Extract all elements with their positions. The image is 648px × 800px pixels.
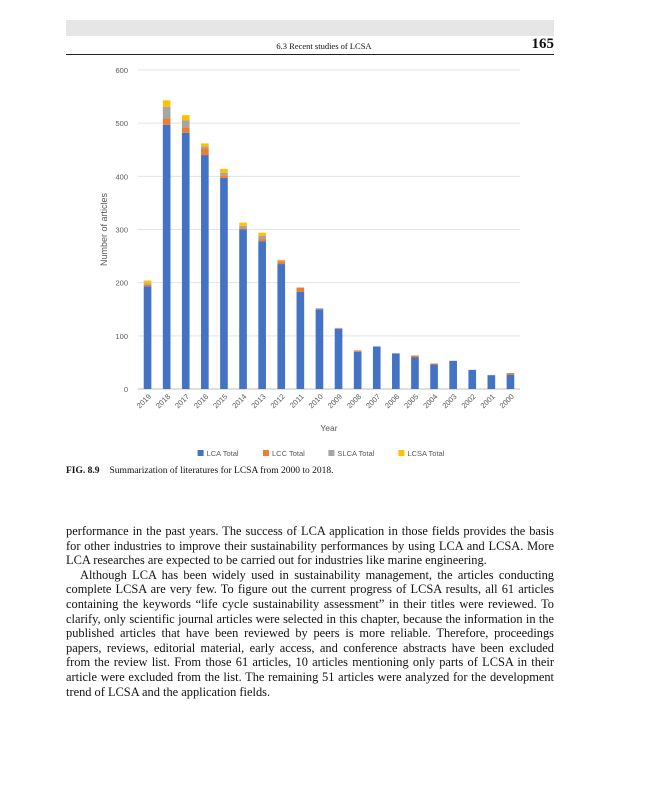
bar-slca-total-2014 (239, 226, 247, 229)
bar-lca-total-2000 (507, 375, 515, 389)
bar-lcc-total-2004 (430, 363, 438, 364)
x-tick-label: 2016 (192, 392, 211, 411)
x-tick-label: 2009 (325, 392, 344, 411)
x-axis-title: Year (320, 423, 338, 433)
legend-label-lca-total: LCA Total (206, 449, 239, 458)
y-tick-label: 100 (115, 331, 128, 341)
bar-lca-total-2004 (430, 365, 438, 389)
bar-slca-total-2012 (277, 260, 285, 261)
bar-lca-total-2005 (411, 357, 419, 389)
bar-lcc-total-2016 (201, 148, 209, 155)
page-number: 165 (531, 36, 554, 52)
x-tick-label: 2001 (478, 392, 497, 411)
bar-lcc-total-2013 (258, 239, 266, 241)
bar-lcc-total-2008 (354, 351, 362, 352)
y-tick-label: 600 (115, 66, 128, 75)
y-tick-label: 0 (123, 385, 128, 394)
bar-lcsa-total-2017 (182, 115, 190, 120)
bar-slca-total-2017 (182, 121, 190, 128)
legend-swatch-lcc-total (263, 450, 269, 456)
bar-lca-total-2013 (258, 241, 266, 389)
bar-lca-total-2015 (220, 178, 228, 389)
legend-label-slca-total: SLCA Total (337, 449, 375, 458)
y-tick-label: 200 (115, 278, 128, 288)
body-text (66, 524, 554, 699)
bar-lcc-total-2014 (239, 228, 247, 229)
bar-lcc-total-2012 (277, 261, 285, 264)
bar-slca-total-2008 (354, 350, 362, 351)
bar-lcsa-total-2014 (239, 223, 247, 226)
bar-slca-total-2018 (163, 107, 171, 119)
x-tick-label: 2015 (211, 392, 230, 411)
legend-swatch-lca-total (198, 450, 204, 456)
x-tick-label: 2014 (230, 392, 249, 411)
bar-lcsa-total-2013 (258, 233, 266, 236)
y-tick-label: 500 (115, 119, 128, 129)
x-tick-label: 2007 (364, 392, 383, 411)
x-tick-label: 2000 (497, 392, 516, 411)
figure-caption-text: Summarization of literatures for LCSA from 2000 to 2018. (109, 466, 334, 476)
bar-lcsa-total-2015 (220, 169, 228, 173)
bar-lca-total-2003 (449, 361, 457, 389)
running-head: 6.3 Recent studies of LCSA (276, 41, 372, 51)
bar-lca-total-2018 (163, 125, 171, 389)
bar-lca-total-2008 (354, 352, 362, 389)
x-tick-label: 2002 (459, 392, 478, 411)
bar-lca-total-2019 (144, 286, 152, 389)
bar-lcsa-total-2019 (144, 281, 152, 284)
bar-lca-total-2001 (488, 375, 496, 389)
bar-lca-total-2014 (239, 230, 247, 390)
bar-lca-total-2010 (316, 309, 324, 389)
bar-lca-total-2009 (335, 329, 343, 389)
bar-slca-total-2015 (220, 173, 228, 176)
bar-lcsa-total-2016 (201, 143, 209, 146)
bar-lca-total-2011 (297, 292, 305, 389)
x-tick-label: 2003 (440, 392, 459, 411)
x-tick-label: 2006 (383, 392, 402, 411)
bar-lcc-total-2011 (297, 288, 305, 292)
bar-lcc-total-2019 (144, 285, 152, 287)
x-tick-label: 2018 (153, 392, 173, 411)
bar-lcc-total-2018 (163, 118, 171, 124)
bar-slca-total-2010 (316, 308, 324, 309)
bar-lca-total-2002 (468, 370, 476, 389)
bar-lcsa-total-2012 (277, 260, 285, 261)
legend-label-lcc-total: LCC Total (272, 449, 305, 458)
bar-lcsa-total-2018 (163, 100, 171, 106)
x-tick-label: 2011 (287, 392, 306, 410)
bar-lca-total-2017 (182, 133, 190, 389)
x-tick-label: 2004 (421, 392, 440, 411)
y-tick-label: 400 (115, 172, 128, 182)
bar-lca-total-2007 (373, 346, 381, 389)
bar-lca-total-2016 (201, 155, 209, 389)
bar-lcc-total-2017 (182, 127, 190, 132)
bar-slca-total-2009 (335, 328, 343, 329)
y-tick-label: 300 (115, 225, 128, 235)
bar-lcc-total-2015 (220, 175, 228, 178)
bar-lca-total-2012 (277, 264, 285, 389)
bar-lcc-total-2005 (411, 356, 419, 358)
y-axis-title: Number of articles (99, 192, 109, 267)
figure-caption (66, 466, 334, 476)
x-tick-label: 2017 (173, 392, 192, 411)
bar-slca-total-2019 (144, 283, 152, 285)
x-tick-label: 2013 (249, 392, 268, 411)
bar-lcc-total-2009 (335, 328, 343, 329)
x-tick-label: 2012 (268, 392, 287, 411)
bar-lca-total-2006 (392, 353, 400, 389)
bar-lcc-total-2010 (316, 309, 324, 310)
x-tick-label: 2008 (344, 392, 364, 411)
x-tick-label: 2005 (402, 392, 421, 411)
figure-number: FIG. 8.9 (66, 466, 100, 476)
paragraph-1: performance in the past years. The success of LCA application in those fields provides the basis for other industries to improve their sustainability performances by using LCA and LCSA. More LCA researches are expected to be carried out for industries like marine engineering. (66, 524, 554, 568)
x-tick-label: 2019 (134, 392, 153, 411)
bar-slca-total-2011 (297, 287, 305, 288)
legend-swatch-slca-total (328, 450, 334, 456)
x-tick-label: 2010 (306, 392, 325, 411)
bar-lcc-total-2000 (507, 373, 515, 375)
legend-label-lcsa-total: LCSA Total (407, 449, 445, 458)
bar-slca-total-2013 (258, 236, 266, 239)
paragraph-2: Although LCA has been widely used in sustainability management, the articles conducting complete LCSA are very few. To figure out the current progress of LCSA results, all 61 articles containing the keywords “life cycle sustainability assessment” in their titles were reviewed. To clarify, only scientific journal articles were selected in this chapter, because the information in the published articles that have been reviewed by peers is more reliable. Therefore, proceedings papers, reviews, editorial material, early access, and conference abstracts have been excluded from the review list. From those 61 articles, 10 articles mentioning only parts of LCSA in their article were excluded from the list. The remaining 51 articles were analyzed for the development trend of LCSA and the application fields. (66, 567, 554, 699)
legend-swatch-lcsa-total (398, 450, 404, 456)
bar-slca-total-2016 (201, 147, 209, 149)
